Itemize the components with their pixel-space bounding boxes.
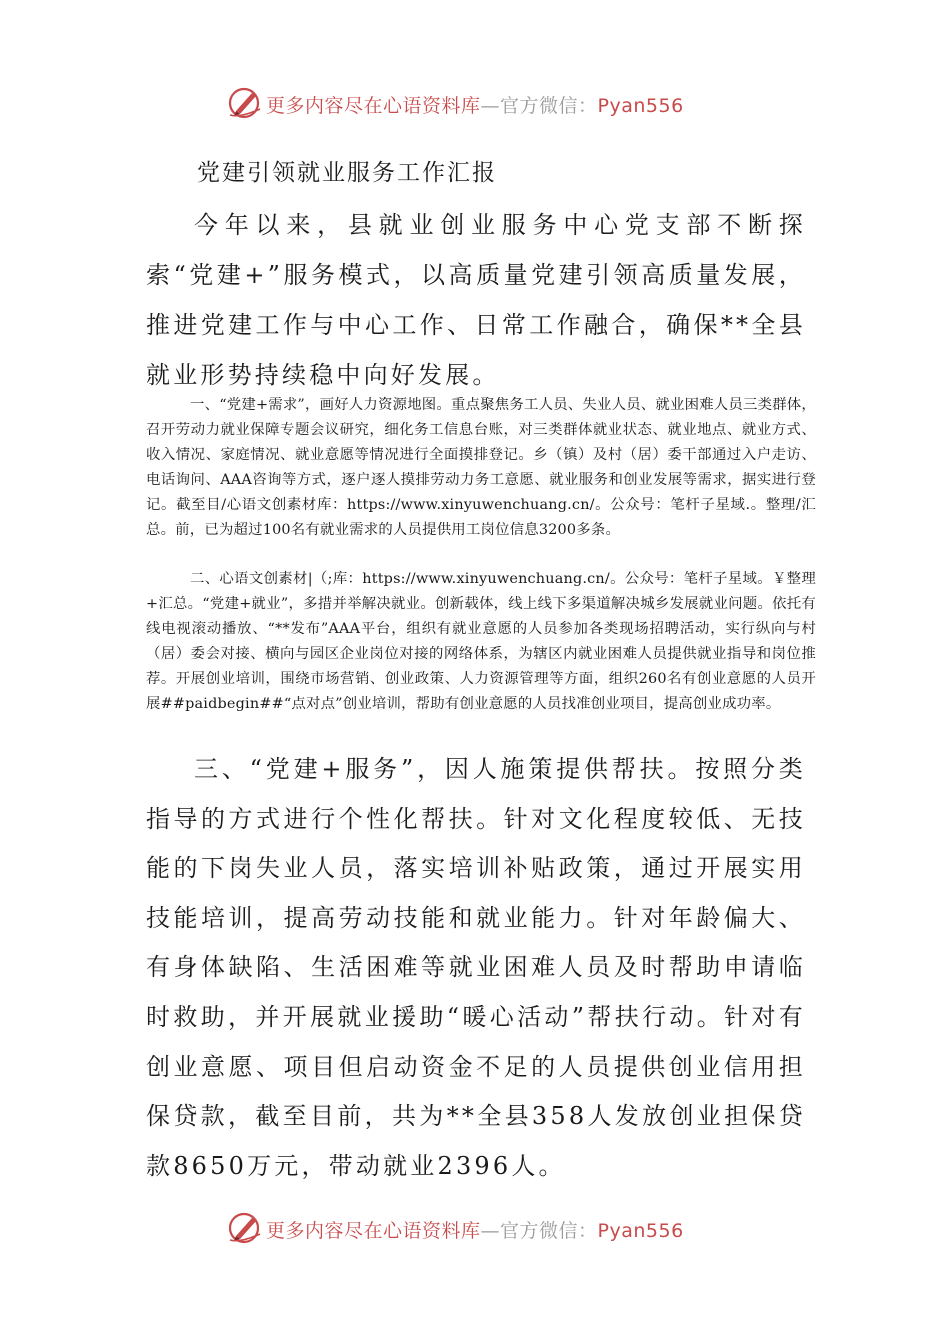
banner-brand: 更多内容尽在心语资料库 — [266, 95, 481, 117]
banner-text — [266, 1216, 684, 1243]
banner-text — [266, 91, 684, 118]
banner-separator: —官方微信： — [480, 1220, 598, 1242]
section-3-paragraph: 三、“党建+服务”，因人施策提供帮扶。按照分类指导的方式进行个性化帮扶。针对文化程度较低、无技能的下岗失业人员，落实培训补贴政策，通过开展实用技能培训，提高劳动技能和就业能力。针对年龄偏大、有身体缺陷、生活困难等就业困难人员及时帮助申请临时救助，并开展就业援助“暖心活动”帮扶行动。针对有创业意愿、项目但启动资金不足的人员提供创业信用担保贷款，截至目前，共为**全县358人发放创业担保贷款8650万元，带动就业2396人。 — [146, 755, 806, 1180]
intro-paragraph: 今年以来，县就业创业服务中心党支部不断探索“党建+”服务模式，以高质量党建引领高质量发展，推进党建工作与中心工作、日常工作融合，确保**全县就业形势持续稳中向好发展。 — [146, 211, 806, 389]
footer-banner — [0, 1208, 950, 1248]
document-title: 党建引领就业服务工作汇报 — [197, 160, 497, 186]
section-1-paragraph: 一、“党建+需求”，画好人力资源地图。重点聚焦务工人员、失业人员、就业困难人员三类群体，召开劳动力就业保障专题会议研究，细化务工信息台账，对三类群体就业状态、就业地点、就业方式、收入情况、家庭情况、就业意愿等情况进行全面摸排登记。乡（镇）及村（居）委干部通过入户走访、电话询问、AAA咨询等方式，逐户逐人摸排劳动力务工意愿、就业服务和创业发展等需求，据实进行登记。截至目/心语文创素材库：https://www.xinyuwenchuang.cn/。公众号：笔杆子星域.。整理/汇总。前，已为超过100名有就业需求的人员提供用工岗位信息3200多条。 — [146, 397, 816, 538]
header-banner — [0, 83, 950, 123]
pen-logo-icon — [226, 85, 266, 121]
banner-wechat-id: Pyan556 — [597, 95, 684, 117]
pen-logo-icon — [226, 1210, 266, 1246]
banner-wechat-id: Pyan556 — [597, 1220, 684, 1242]
banner-separator: —官方微信： — [480, 95, 598, 117]
section-2-paragraph: 二、心语文创素材|（;库：https://www.xinyuwenchuang.cn/。公众号：笔杆子星域。￥整理+汇总。“党建+就业”，多措并举解决就业。创新载体，线上线下多渠道解决城乡发展就业问题。依托有线电视滚动播放、“**发布”AAA平台，组织有就业意愿的人员参加各类现场招聘活动，实行纵向与村（居）委会对接、横向与园区企业岗位对接的网络体系，为辖区内就业困难人员提供就业指导和岗位推荐。开展创业培训，围绕市场营销、创业政策、人力资源管理等方面，组织260名有创业意愿的人员开展##paidbegin##“点对点”创业培训，帮助有创业意愿的人员找准创业项目，提高创业成功率。 — [146, 571, 816, 712]
banner-brand: 更多内容尽在心语资料库 — [266, 1220, 481, 1242]
